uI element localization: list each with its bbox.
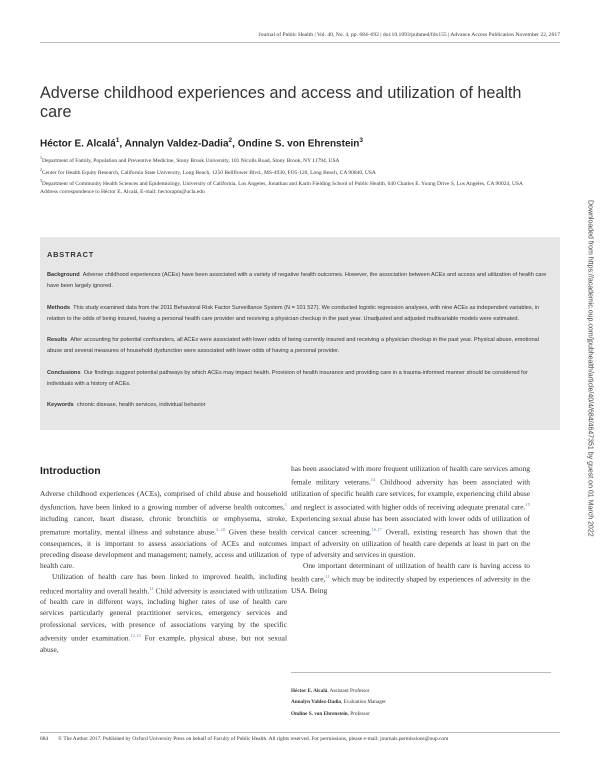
- abstract-label: Methods: [47, 304, 70, 311]
- footer-rule: [40, 732, 560, 733]
- author-role: [291, 686, 551, 697]
- author-role: [291, 709, 551, 720]
- role-author-name: Héctor E. Alcalá: [291, 688, 328, 694]
- author-affil-sup: 2: [228, 137, 233, 144]
- author-affil-sup: 1: [115, 137, 120, 144]
- affiliation: [40, 154, 560, 166]
- author-name: Héctor E. Alcalá: [40, 138, 116, 150]
- affiliation-text: Center for Health Equity Research, California State University, Long Beach, 1250 Bellflower Blvd., MS-4930, FO5-120, Long Beach, CA 90840, USA: [42, 169, 376, 176]
- affiliation-text: Department of Community Health Sciences and Epidemiology, University of California, Los Angeles, Jonathan and Karin Fielding School of Public Health, 640 Charles E. Young Drive S, Los Angeles, CA 90024, USA: [42, 181, 523, 188]
- abstract-text: chronic disease, health services, individual behavior: [76, 402, 206, 409]
- affiliation-text: Department of Family, Population and Preventive Medicine, Stony Brook University, 101 Nicolls Road, Stony Brook, NY 11794, USA: [42, 157, 340, 164]
- role-title: , Assistant Professor: [327, 688, 370, 694]
- affiliation-sup: 2: [40, 166, 42, 172]
- abstract-methods: [47, 303, 553, 326]
- correspondence: Address correspondence to Héctor E. Alcalá, E-mail: hectorapm@ucla.edu: [40, 189, 205, 196]
- author-name: Ondine S. von Ehrenstein: [237, 138, 360, 150]
- author-list: Héctor E. Alcalá$^1$, Annalyn Valdez-Dadia$^2$, Ondine S. von Ehrenstein$^3$: [40, 137, 364, 150]
- abstract-text: Adverse childhood experiences (ACEs) have been associated with a variety of negative health outcomes. However, the association between ACEs and access and utilization of health care have been largely ignored.: [47, 272, 547, 290]
- intro-paragraph-3: has been associated with more frequent utilization of health care services among female military veterans.$^{14}$ Childhood adversity has been associated with utilization of specific health care services, for example, experiencing child abuse and neglect is associated with higher odds of receiving adequate prenatal care.$^{15}$ Experiencing sexual abuse has been associated with lower odds of utilization of cervical cancer screening.$^{16,17}$ Overall, existing research has shown that the impact of adversity on utilization of health care depends at least in part on the type of adversity and services in question.: [291, 464, 531, 559]
- intro-paragraph-1: Adverse childhood experiences (ACEs), comprised of child abuse and household dysfunction, have been linked to a growing number of adverse health outcomes,$^1$ including cancer, heart disease, chronic bronchitis or emphysema, stroke, premature mortality, mental illness and substance abuse.$^{2-10}$ Given these health consequences, it is important to assess associations of ACEs and outcomes preceding disease development and management; namely, access and utilization of health care.: [40, 489, 287, 571]
- page-number: 684: [40, 736, 49, 742]
- body-column-right: [291, 463, 530, 596]
- affiliation-sup: 3: [40, 178, 42, 184]
- intro-paragraph-4: One important determinant of utilization of health care is having access to health care,$^{11}$ which may be indirectly shaped by experiences of adversity in the USA. Being: [291, 561, 530, 595]
- citation-sup[interactable]: 1: [284, 502, 287, 508]
- abstract-conclusions: [47, 368, 553, 391]
- download-notice: Downloaded from https://academic.oup.com/jpubhealth/article/40/4/684/4647351 by guest on 01 March 2022: [586, 200, 594, 537]
- journal-header: Journal of Public Health | Vol. 40, No. 4, pp. 684–692 | doi:10.1093/pubmed/fdx155 | Advance Access Publication November 22, 2017: [258, 32, 560, 38]
- role-author-name: Ondine S. von Ehrenstein: [291, 710, 348, 717]
- role-author-name: Annalyn Valdez-Dadia: [291, 699, 342, 706]
- copyright-notice: © The Author 2017. Published by Oxford University Press on behalf of Faculty of Public Health. All rights reserved. For permissions, please e-mail: journals.permissions@oup.com: [58, 736, 449, 742]
- body-column-left: [40, 488, 287, 655]
- citation-sup[interactable]: 2–10: [216, 527, 226, 533]
- abstract-results: [47, 335, 553, 358]
- author-name: Annalyn Valdez-Dadia: [124, 138, 229, 150]
- citation-sup[interactable]: 11: [325, 574, 330, 580]
- citation-sup[interactable]: 11: [149, 585, 154, 591]
- citation-sup[interactable]: 15: [525, 502, 530, 508]
- citation-sup[interactable]: 14: [370, 477, 376, 483]
- role-title: , Professor: [347, 710, 370, 717]
- abstract-label: Keywords: [47, 402, 74, 409]
- affiliation: [40, 177, 560, 189]
- abstract-box: [40, 237, 560, 430]
- abstract-body: [47, 270, 553, 422]
- abstract-text: Our findings suggest potential pathways by which ACEs may impact health. Provision of health insurance and providing care in a trauma-informed manner should be considered for individuals with a history of ACEs.: [47, 369, 528, 388]
- abstract-label: Conclusions: [47, 369, 81, 376]
- download-sidebar: [583, 200, 597, 600]
- abstract-label: Results: [47, 337, 68, 344]
- abstract-heading: ABSTRACT: [47, 250, 95, 259]
- abstract-background: [47, 270, 553, 293]
- intro-paragraph-2: Utilization of health care has been linked to improved health, including reduced mortality and overall health.$^{11}$ Child adversity is associated with utilization of health care in different ways, including higher rates of use of health care services particularly general practitioner services, emergency services and professional services, with presence of associations varying by the specific adversity under examination.$^{12,13}$ For example, physical abuse, but not sexual abuse,: [40, 572, 287, 654]
- author-role: [291, 697, 551, 708]
- citation-sup[interactable]: 12,13: [130, 632, 141, 638]
- citation-sup[interactable]: 16,17: [371, 526, 382, 532]
- affiliation: [40, 166, 560, 178]
- author-roles: [291, 672, 551, 720]
- article-title: Adverse childhood experiences and access and utilization of health care: [40, 84, 522, 121]
- abstract-text: This study examined data from the 2011 Behavioral Risk Factor Surveillance System (N = 101 527). We conducted logistic regression analyses, with nine ACEs as independent variables, in relation to the odds of being insured, having a personal health care provider and receiving a physician checkup in the past year. Unadjusted and adjusted multivariable models were estimated.: [47, 304, 540, 322]
- header-rule: [40, 42, 560, 43]
- affiliation-sup: 1: [40, 155, 42, 160]
- affiliations: [40, 154, 560, 197]
- abstract-label: Background: [47, 272, 80, 278]
- author-affil-sup: 3: [359, 137, 364, 144]
- introduction-heading: Introduction: [40, 466, 101, 477]
- role-title: , Evaluation Manager: [341, 699, 386, 706]
- abstract-text: After accounting for potential confounders, all ACEs were associated with lower odds of being currently insured and receiving a physician checkup in the past year. Physical abuse, emotional abuse and several measures of household dysfunction were associated with lower odds of having a personal provider.: [47, 337, 539, 355]
- abstract-keywords: [47, 400, 553, 411]
